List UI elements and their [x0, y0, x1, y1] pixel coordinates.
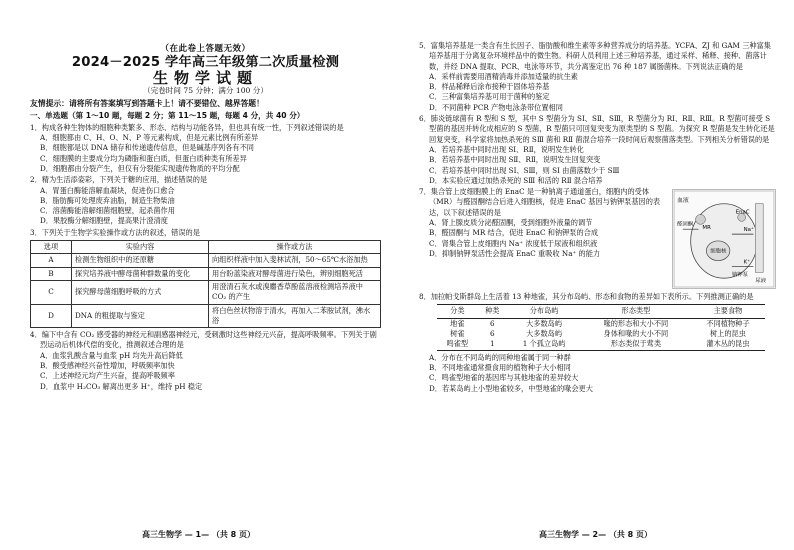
option: C．上述神经元均产生兴奋，提高呼吸频率	[40, 371, 175, 381]
option: D．血浆中 H₂CO₃ 解离出更多 H⁺，维持 pH 稳定	[40, 381, 203, 391]
table-cell: 向组织样液中加入斐林试剂，50～65℃水浴加热	[209, 254, 381, 267]
table-row	[31, 267, 381, 280]
option: A．分布在不同岛屿的同种地雀属于同一种群	[429, 352, 571, 362]
table-row	[437, 318, 765, 329]
question-3	[30, 228, 381, 328]
table-cell: 地雀	[450, 318, 465, 328]
table-cell: 鸣雀型	[446, 339, 469, 349]
table-header: 分布岛屿	[507, 305, 581, 318]
question-stem: 5．富集培养基是一类含有生长因子、脂肪酸和维生素等多种营养成分的培养基。YCFA、ZJ 和 GAM 三种富集培养基用于分离复杂环境样品中的微生物。科研人员利用上述三种培养基，通过采样、稀释、接种、菌落计数，并经 DNA 提取、PCR、电泳等环节，共分离鉴定出 76 种 187 属肠菌株。下列说法正确的是	[419, 41, 771, 71]
table-cell: B	[31, 267, 72, 280]
option: D．果胶酶分解细胞壁，提高果汁澄清度	[40, 216, 168, 226]
question-stem: 7．集合管上皮细胞膜上的 EnaC 是一种钠离子通道蛋白，细胞内的受体（MR）与醛固酮结合后进入细胞核，促进 EnaC 基因与钠钾泵基因的表达，以下叙述错误的是	[419, 187, 661, 217]
question-6	[419, 114, 776, 186]
table-cell: 灌木丛的昆虫	[706, 339, 750, 349]
table-cell: 检测生物组织中的还原糖	[72, 254, 209, 267]
figure-label: 醛固酮	[676, 221, 694, 228]
table-cell: 6	[489, 318, 495, 328]
question-1	[30, 123, 381, 174]
table-cell: 探究酵母菌细胞呼吸的方式	[72, 280, 209, 304]
figure-label: 血液	[676, 197, 689, 204]
option: D．本实验应通过加热杀死的 SⅢ 和活的 RⅡ 混合培养	[429, 175, 603, 185]
option: C．细胞膜的主要成分均为磷脂和蛋白质，但蛋白质种类有所差异	[40, 153, 247, 163]
option: C．若培养基中同时出现 SⅠ、SⅢ，则 SⅠ 由菌落数少于 SⅢ	[429, 165, 620, 175]
notice: （在此卷上答题无效）	[160, 44, 251, 54]
nephron-cell-figure	[672, 189, 776, 289]
option: B．细胞都是以 DNA 储存和传递遗传信息，但是碱基序列各有不同	[40, 143, 254, 153]
table-header: 主要食物	[690, 305, 765, 318]
table-cell: 探究培养液中酵母菌种群数量的变化	[72, 267, 209, 280]
table-cell: 形态类似于莺类	[610, 339, 662, 349]
figure-label: MR	[702, 225, 711, 232]
table-cell: 大多数岛屿	[526, 329, 563, 339]
figure-label: EnaC	[735, 209, 750, 216]
table-cell: 树雀	[450, 329, 465, 339]
experiment-table	[30, 240, 381, 328]
table-header-row	[437, 305, 765, 318]
option: C．鸣雀型地雀的基因库与其他地雀的差异较大	[429, 373, 579, 383]
option: A．若培养基中同时出现 SⅠ、RⅡ，说明发生转化	[429, 144, 584, 154]
table-header: 分类	[437, 305, 478, 318]
option: A．胃蛋白酶能溶解血凝块，促进伤口愈合	[40, 185, 175, 195]
option: A．细胞都由 C、H、O、N、P 等元素构成，但是元素比例有所差异	[40, 133, 259, 143]
option: B．不同地雀通常摄食用的植物种子大小相同	[429, 362, 571, 372]
section-heading: 一、单选题（第 1～10 题，每题 2 分；第 11～15 题，每题 4 分，共 40 分）	[30, 111, 305, 121]
page-footer: 高三生物学 — 2— （共 8 页）	[538, 529, 653, 539]
figure-label: 尿液	[755, 278, 767, 285]
question-8	[419, 292, 776, 394]
table-cell: A	[31, 254, 72, 267]
subject-title: 生物学试题	[152, 68, 258, 87]
table-header: 种类	[478, 305, 507, 318]
table-cell: 1 个孤立岛屿	[522, 339, 566, 349]
question-stem: 2．精为生活添姿彩，下列关于糖的应用，描述错误的是	[30, 175, 208, 185]
table-row	[31, 254, 381, 267]
table-header: 实验内容	[72, 241, 209, 254]
option: D．不同菌种 PCR 产物电泳条带位置相同	[429, 102, 563, 112]
option: A．血浆乳酸含量与血浆 pH 均先升高后降低	[40, 350, 183, 360]
question-stem: 1．构成各种生物体的细胞种类繁多、形态、结构与功能各异，但也具有统一性，下列叙述错误的是	[30, 122, 344, 132]
table-cell: 用台盼蓝染液对酵母菌进行染色，辨别细胞死活	[209, 267, 381, 280]
option: B．脂肪酶可处理废弃油脂，制造生物柴油	[40, 195, 175, 205]
option: B．醛固酮与 MR 结合，促进 EnaC 和钠钾泵的合成	[429, 228, 599, 238]
table-cell: 6	[489, 329, 495, 339]
table-cell: DNA 的粗提取与鉴定	[72, 304, 209, 328]
table-header: 形态类型	[581, 305, 690, 318]
option: A．肾上腺皮质分泌醛固酮，受到细胞外液量的调节	[429, 218, 593, 228]
question-2	[30, 175, 381, 226]
option: D．细胞都由分裂产生，但仅有分裂能实现遗传物质的平均分配	[40, 163, 240, 173]
table-row	[31, 280, 381, 304]
table-cell: 1	[489, 339, 495, 349]
option: C．溶菌酶能溶解细菌细胞壁，起杀菌作用	[40, 206, 175, 216]
question-stem: 4．编下中含有 CO₂ 感受器的神经元和副感器神经元，受刺激时这些神经元兴奋，提高呼吸频率。下列关于剧烈运动后机体代偿的变化，推测叙述合理的是	[30, 330, 377, 350]
table-cell: 不同植物种子	[706, 318, 750, 328]
finch-table	[437, 304, 765, 350]
page-footer: 高三生物学 — 1— （共 8 页）	[141, 529, 256, 539]
exam-time: （完卷时间 75 分钟；满分 100 分）	[143, 85, 268, 95]
table-cell: C	[31, 280, 72, 304]
figure-label: Na⁺	[743, 227, 754, 234]
table-cell: 用澄清石灰水或溴麝香草酚蓝溶液检测培养液中 CO₂ 的产生	[209, 280, 381, 304]
exam-title: 2024－2025 学年高三年级第二次质量检测	[71, 55, 340, 71]
question-stem: 3．下列关于生物学实验操作或方法的叙述，错误的是	[30, 227, 200, 237]
option: C．三种富集培养基可用于菌种的鉴定	[429, 92, 550, 102]
table-cell: D	[31, 304, 72, 328]
question-stem: 8．加拉帕戈斯群岛上生活着 13 种地雀，其分布岛屿、形态和食物的差异如下表所示。下列推测正确的是	[419, 292, 754, 302]
question-5	[419, 41, 776, 113]
table-cell: 身体和喙的大小不同	[603, 329, 669, 339]
table-cell: 大多数岛屿	[526, 318, 563, 328]
question-7	[419, 187, 776, 291]
friendly-tip: 友情提示：请将所有答案填写到答题卡上！请不要错位、越界答题！	[30, 99, 264, 109]
option: D．抑制钠钾泵活性会提高 EnaC 重吸收 Na⁺ 的能力	[429, 248, 601, 258]
option: D．若某岛屿上小型地雀较多，中型地雀的喙会更大	[429, 383, 593, 393]
table-header-row	[31, 241, 381, 254]
table-cell: 将白色丝状物溶于清水，再加入二苯胺试剂，沸水浴	[209, 304, 381, 328]
table-header: 选项	[31, 241, 72, 254]
question-stem: 6．肺炎链球菌有 R 型和 S 型，其中 S 型菌分为 SⅠ、SⅡ、SⅢ，R 型菌分为 RⅠ、RⅡ、RⅢ。R 型菌可接受 S 型菌的基因并转化成相应的 S 型菌，R 型菌只可回复突变为原类型的 S 型菌。为探究 R 型菌是发生转化还是回复突变，科学家将加热杀死的 SⅢ 菌和 RⅡ 菌混合培养一段时间后观察菌落类型。下列相关分析错误的是	[419, 114, 775, 144]
table-cell: 喙的形态和大小不同	[603, 318, 669, 328]
option: C．肾集合管上皮细胞内 Na⁺ 浓度低于尿液和组织液	[429, 238, 598, 248]
option: B．若培养基中同时出现 SⅡ、RⅡ，说明发生回复突变	[429, 155, 601, 165]
option: B．样品稀释后涂布接种于固体培养基	[429, 82, 550, 92]
table-row	[437, 339, 765, 350]
figure-label: 钠钾泵	[731, 272, 748, 279]
figure-label: K⁺	[743, 259, 750, 266]
table-row	[437, 329, 765, 339]
table-cell: 树上的昆虫	[709, 329, 746, 339]
option: B．酸受感神经兴奋性增加，呼吸频率加快	[40, 361, 175, 371]
table-row	[31, 304, 381, 328]
option: A．采样前需要用酒精消毒并添加适量的抗生素	[429, 71, 578, 81]
table-header: 操作或方法	[209, 241, 381, 254]
figure-label: 细胞核	[710, 248, 727, 255]
question-4	[30, 330, 381, 392]
page-right	[397, 0, 794, 550]
